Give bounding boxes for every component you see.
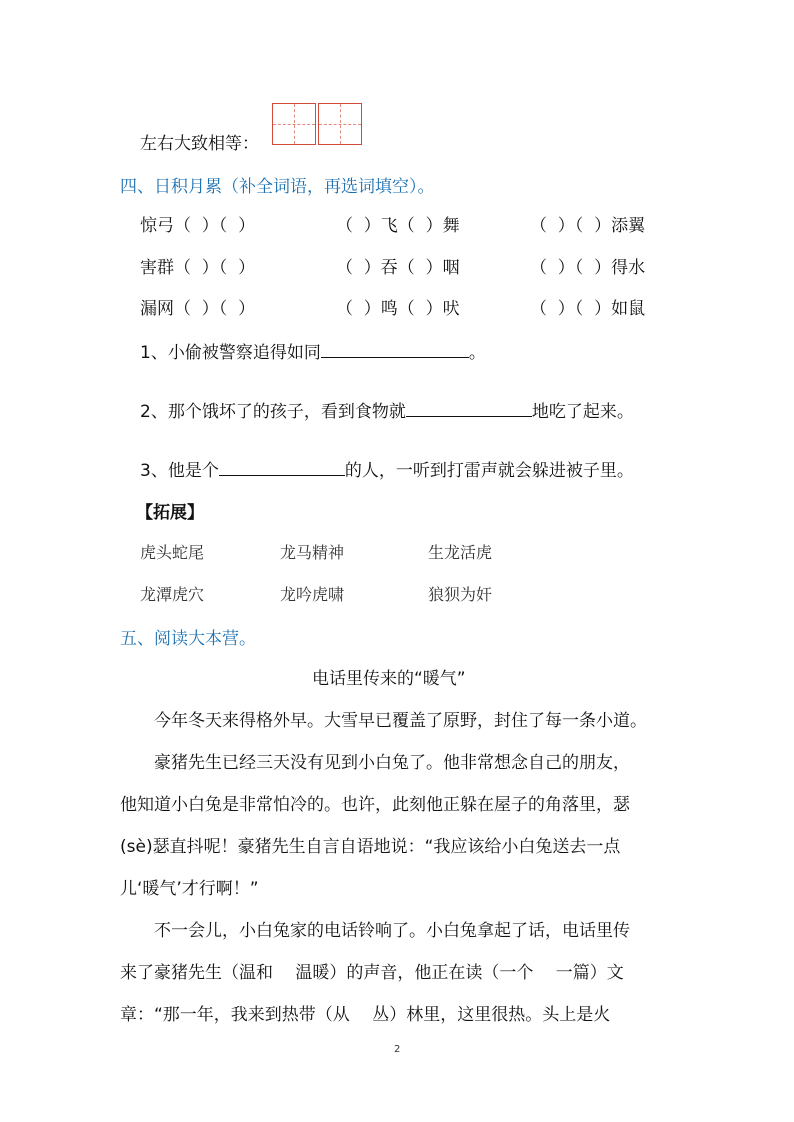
extension-idiom: 虎头蛇尾 (140, 543, 205, 562)
story-line: 不一会儿，小白兔家的电话铃响了。小白兔拿起了话，电话里传 (120, 921, 630, 941)
story-line: 来了豪猪先生（温和 温暖）的声音，他正在读（一个 一篇）文 (120, 963, 624, 983)
answer-blank[interactable] (406, 402, 532, 417)
question-3-text: 3、他是个 (140, 461, 219, 481)
story-line: 今年冬天来得格外早。大雪早已覆盖了原野，封住了每一条小道。 (120, 711, 647, 731)
question-3 (140, 456, 634, 481)
extension-idiom: 龙吟虎啸 (280, 585, 345, 604)
story-line: 儿‘暖气’才行啊！” (120, 879, 259, 899)
question-1-text: 1、小偷被警察追得如同 (140, 343, 321, 363)
question-2 (140, 397, 634, 422)
answer-blank[interactable] (321, 343, 469, 358)
question-2-end: 地吃了起来。 (531, 402, 634, 422)
writing-grid-box (318, 103, 362, 145)
idiom-fill: （ ）（ ）如鼠 (530, 299, 646, 319)
story-title: 电话里传来的“暖气” (312, 669, 466, 689)
section-5-heading: 五、阅读大本营。 (120, 629, 256, 649)
grid-instruction-label: 左右大致相等： (140, 134, 259, 154)
idiom-fill: 漏网（ ）（ ） (140, 299, 256, 319)
idiom-fill: （ ）吞（ ）咽 (336, 258, 460, 278)
question-1-end: 。 (468, 343, 486, 363)
idiom-fill: （ ）鸣（ ）吠 (336, 299, 460, 319)
extension-idiom: 龙马精神 (280, 543, 345, 562)
extension-heading: 【拓展】 (136, 503, 204, 523)
story-line: 章：“那一年，我来到热带（从 丛）林里，这里很热。头上是火 (120, 1005, 611, 1025)
idiom-fill: （ ）（ ）添翼 (530, 216, 646, 236)
section-4-heading: 四、日积月累（补全词语，再选词填空）。 (120, 177, 435, 197)
idiom-fill: （ ）飞（ ）舞 (336, 216, 460, 236)
question-3-end: 的人，一听到打雷声就会躲进被子里。 (344, 461, 634, 481)
question-2-text: 2、那个饿坏了的孩子，看到食物就 (140, 402, 406, 422)
idiom-fill: （ ）（ ）得水 (530, 258, 646, 278)
extension-idiom: 龙潭虎穴 (140, 585, 205, 604)
extension-idiom: 狼狈为奸 (428, 585, 493, 604)
extension-idiom: 生龙活虎 (428, 543, 493, 562)
story-line: 他知道小白兔是非常怕冷的。也许，此刻他正躲在屋子的角落里，瑟 (120, 795, 630, 815)
answer-blank[interactable] (219, 461, 345, 476)
idiom-fill: 害群（ ）（ ） (140, 258, 256, 278)
writing-grid-box (272, 103, 316, 145)
story-line: (sè)瑟直抖呢！豪猪先生自言自语地说：“我应该给小白兔送去一点 (120, 837, 621, 857)
question-1 (140, 338, 486, 363)
story-line: 豪猪先生已经三天没有见到小白兔了。他非常想念自己的朋友， (120, 753, 630, 773)
idiom-fill: 惊弓（ ）（ ） (140, 216, 256, 236)
page-number: 2 (394, 1044, 401, 1055)
